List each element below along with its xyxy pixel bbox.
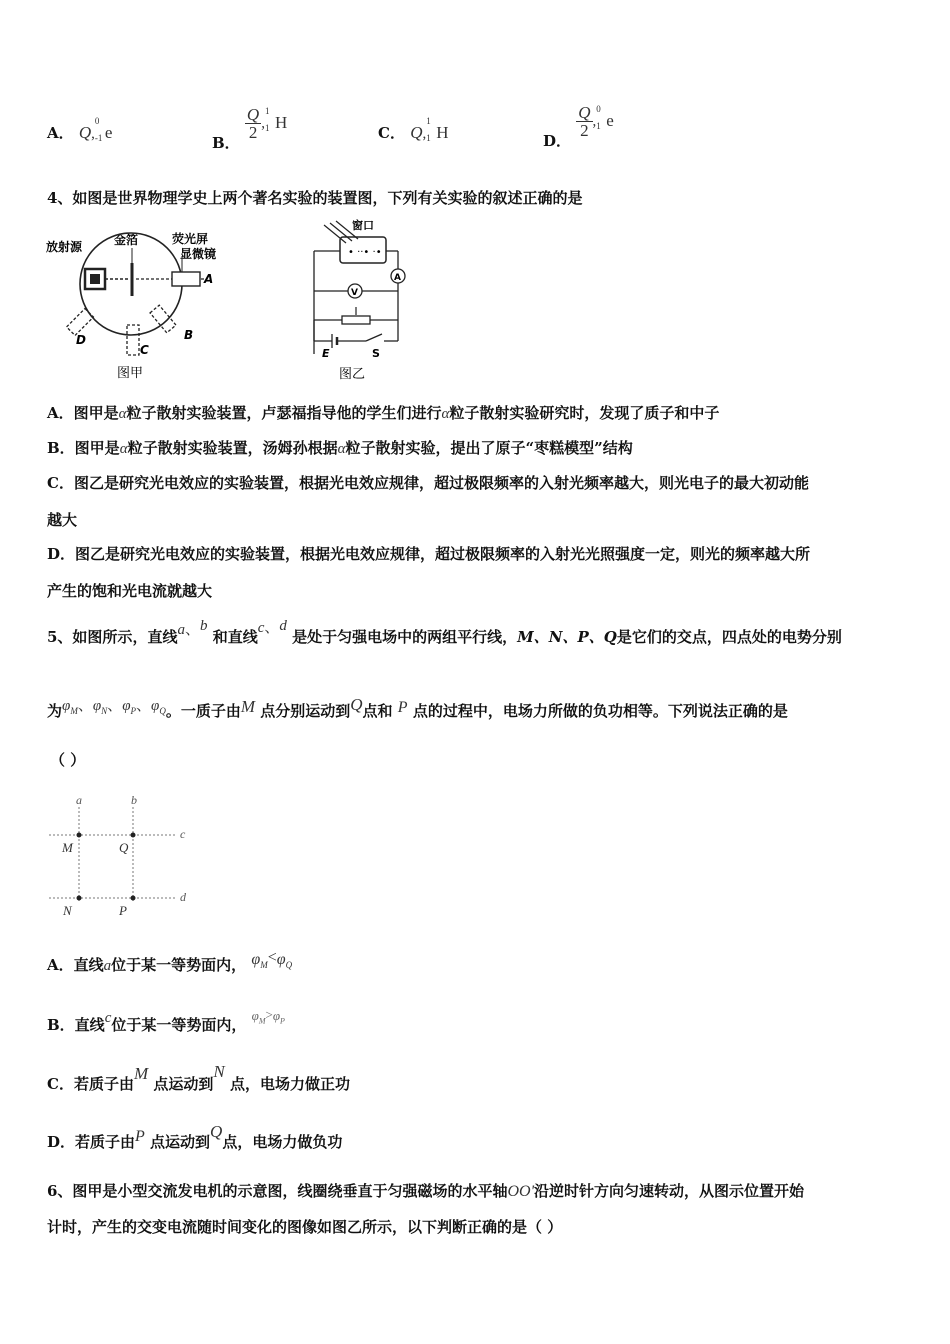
- label-s: S: [372, 347, 380, 360]
- text: 位于某一等势面内，: [111, 1016, 247, 1034]
- rheostat: [342, 316, 370, 324]
- var-q: Q: [210, 1122, 223, 1141]
- q3-option-d: [543, 103, 614, 150]
- phi-q: [151, 698, 166, 714]
- text: 粒子散射实验装置，卢瑟福指导他的学生们进行: [126, 404, 442, 422]
- line-a: a: [177, 622, 185, 638]
- text: 点运动到: [153, 1075, 214, 1093]
- fraction-q-over-2: [576, 104, 592, 139]
- label-n: N: [63, 903, 72, 918]
- q-symbol: Q: [410, 123, 423, 142]
- q-symbol: Q: [78, 123, 92, 142]
- separator: 、: [136, 698, 152, 714]
- separator: 、: [77, 698, 93, 714]
- text: 点运动到: [150, 1133, 211, 1151]
- text: 点和: [362, 702, 393, 720]
- charge-number: 1: [596, 120, 601, 131]
- label-screen: 荧光屏: [172, 232, 209, 246]
- line-b: b: [199, 618, 208, 634]
- text: A．直线: [47, 956, 104, 974]
- text: C．若质子由: [47, 1075, 134, 1093]
- alpha-symbol: α: [337, 441, 346, 457]
- label-source: 放射源: [46, 240, 83, 254]
- alpha-symbol: α: [119, 441, 128, 457]
- figure-jia-alpha-scattering: [44, 226, 234, 386]
- point-n: [77, 896, 82, 901]
- q5-option-b: [47, 1007, 285, 1036]
- separator: 、: [107, 698, 123, 714]
- text: 粒子散射实验研究时，发现了质子和中子: [449, 404, 720, 422]
- text: 点的过程中，电场力所做的负功相等。下列说法正确的是: [412, 702, 788, 720]
- microscope-c: [127, 325, 139, 355]
- var-m: M: [133, 1064, 149, 1083]
- figure-q5-grid: [46, 792, 196, 922]
- q3-option-a: [47, 116, 113, 143]
- text: 6、图甲是小型交流发电机的示意图，线圈绕垂直于匀强磁场的水平轴: [47, 1182, 508, 1200]
- line-c: c: [257, 620, 265, 636]
- phi-symbol: φ: [92, 698, 102, 714]
- position-c: C: [140, 343, 149, 357]
- text: A．图甲是: [47, 404, 119, 422]
- phi-symbol: φ: [276, 951, 286, 968]
- ammeter-label: A: [394, 273, 401, 283]
- var-c: c: [104, 1010, 112, 1026]
- less-than: <: [267, 949, 277, 966]
- figure-yi-photoelectric: [306, 217, 416, 385]
- text: 点分别运动到: [260, 702, 351, 720]
- phi-symbol: φ: [122, 698, 131, 714]
- microscope-d: [67, 309, 94, 336]
- q4-option-d-line1: D．图乙是研究光电效应的实验装置，根据光电效应规律，超过极限频率的入射光光照强度一定，则光的频率越大所: [47, 545, 811, 563]
- denominator: 2: [248, 123, 258, 142]
- electrons: • ··• ·•: [348, 247, 382, 258]
- voltmeter-label: V: [351, 288, 358, 298]
- text: 为: [47, 702, 63, 720]
- element-symbol: e: [104, 123, 113, 142]
- var-q: Q: [350, 695, 363, 714]
- fraction-q-over-2: [245, 106, 261, 141]
- text: B．直线: [47, 1016, 105, 1034]
- point-p: [131, 896, 136, 901]
- var-p: P: [135, 1128, 145, 1145]
- phi-p: [122, 698, 136, 714]
- q3-option-c: [378, 116, 449, 143]
- text: 粒子散射实验，提出了原子“枣糕模型”结构: [345, 439, 633, 457]
- switch: [366, 334, 382, 341]
- q6-stem-line2: 计时，产生的交变电流随时间变化的图像如图乙所示，以下判断正确的是（ ）: [47, 1218, 563, 1236]
- text: B．图甲是: [47, 439, 120, 457]
- q5-option-a: [47, 949, 293, 976]
- q6-stem-line1: [47, 1180, 804, 1201]
- q4-option-a: [47, 402, 719, 423]
- nuclide-hydrogen: [264, 105, 288, 133]
- caption-yi: 图乙: [339, 367, 366, 382]
- nuclide-hydrogen: [426, 116, 449, 143]
- phi-q: [276, 951, 293, 971]
- label-a: a: [76, 793, 82, 807]
- subscript: M: [258, 1016, 266, 1026]
- axis-oo: OO': [507, 1183, 534, 1200]
- option-label: B．: [212, 133, 240, 152]
- nuclide-electron: [94, 116, 113, 143]
- text: 点，电场力做正功: [229, 1075, 350, 1093]
- q3-option-b: [212, 105, 288, 152]
- position-a: A: [204, 272, 214, 286]
- label-e: E: [322, 347, 330, 360]
- nuclide-electron: [596, 103, 614, 131]
- option-label: D．: [543, 131, 572, 150]
- comma: ,: [592, 113, 597, 130]
- text: 沿逆时针方向匀速转动，从图示位置开始: [533, 1182, 804, 1200]
- charge-number: 1: [264, 122, 270, 133]
- mass-number: 1: [264, 105, 270, 116]
- separator: 、: [184, 622, 200, 638]
- position-b: B: [184, 328, 194, 342]
- q5-stem-line2: [47, 695, 788, 722]
- var-a: a: [103, 958, 112, 974]
- subscript: P: [280, 1016, 285, 1026]
- phi-p: [272, 1008, 285, 1026]
- label-b: b: [131, 793, 137, 807]
- phi-m: [62, 698, 78, 714]
- text: 粒子散射实验装置，汤姆孙根据: [127, 439, 338, 457]
- label-q: Q: [119, 840, 129, 855]
- alpha-symbol: α: [118, 406, 127, 422]
- element-symbol: H: [436, 123, 449, 142]
- charge-number: 1: [426, 133, 431, 143]
- q4-option-b: [47, 437, 633, 458]
- phi-n: [93, 698, 107, 714]
- label-c: c: [180, 827, 186, 841]
- phi-symbol: φ: [251, 951, 261, 968]
- source-core: [90, 274, 100, 284]
- mass-number: 0: [94, 116, 100, 126]
- element-symbol: e: [606, 110, 614, 130]
- alpha-symbol: α: [441, 406, 450, 422]
- numerator: Q: [578, 103, 591, 122]
- label-d: d: [180, 890, 186, 904]
- greater-than: >: [265, 1007, 273, 1022]
- comma: ,: [91, 126, 95, 142]
- line-d: d: [279, 618, 287, 634]
- label-microscope: 显微镜: [180, 247, 217, 261]
- text: 5、如图所示，直线: [47, 628, 178, 646]
- q4-option-c-line1: C．图乙是研究光电效应的实验装置，根据光电效应规律，超过极限频率的入射光频率越大，则光电子的最大初动能: [47, 474, 809, 492]
- mass-number: 1: [426, 116, 431, 126]
- subscript: Q: [285, 960, 293, 971]
- text: 。一质子由: [165, 702, 241, 720]
- label-window: 窗口: [352, 219, 374, 232]
- text: 点，电场力做负功: [222, 1133, 343, 1151]
- numerator: Q: [246, 105, 260, 124]
- q5-option-c: [47, 1062, 350, 1094]
- denominator: 2: [580, 121, 589, 140]
- subscript: M: [260, 960, 268, 971]
- option-label: A．: [47, 124, 74, 142]
- comma: ,: [261, 115, 265, 132]
- q4-option-c-line2: 越大: [47, 511, 78, 529]
- phi-m: [251, 1008, 266, 1026]
- position-d: D: [76, 333, 86, 347]
- points-mnpq: M、N、P、Q: [517, 628, 617, 646]
- phi-symbol: φ: [251, 1008, 259, 1023]
- text: D．若质子由: [47, 1133, 136, 1151]
- q4-stem: 4、如图是世界物理学史上两个著名实验的装置图，下列有关实验的叙述正确的是: [47, 189, 583, 207]
- text: 和直线: [212, 628, 258, 646]
- var-p: P: [397, 699, 408, 716]
- microscope-a: [172, 272, 200, 286]
- label-m: M: [62, 840, 73, 855]
- subscript: Q: [159, 706, 166, 716]
- option-label: C．: [378, 124, 405, 142]
- var-n: N: [213, 1062, 225, 1081]
- point-m: [77, 833, 82, 838]
- q5-option-d: [47, 1122, 343, 1152]
- text: 是它们的交点，四点处的电势分别: [616, 628, 842, 646]
- charge-number: -1: [94, 133, 103, 143]
- phi-symbol: φ: [62, 698, 71, 714]
- subscript: N: [101, 706, 108, 716]
- label-foil: 金箔: [114, 233, 139, 247]
- phi-m: [251, 951, 268, 971]
- element-symbol: H: [274, 112, 288, 132]
- caption-jia: 图甲: [117, 366, 144, 381]
- subscript: M: [70, 706, 78, 716]
- separator: 、: [264, 620, 280, 636]
- comma: ,: [422, 126, 427, 142]
- phi-symbol: φ: [272, 1008, 281, 1023]
- text: 是处于匀强电场中的两组平行线，: [292, 628, 518, 646]
- var-m: M: [240, 697, 256, 716]
- subscript: P: [130, 706, 136, 716]
- phi-symbol: φ: [151, 698, 160, 714]
- mass-number: 0: [596, 103, 601, 114]
- text: 位于某一等势面内，: [111, 956, 247, 974]
- q4-option-d-line2: 产生的饱和光电流就越大: [47, 582, 213, 600]
- q5-paren: （ ）: [50, 751, 86, 769]
- label-p: P: [119, 903, 127, 918]
- point-q: [131, 833, 136, 838]
- q5-stem-line1: [47, 618, 842, 647]
